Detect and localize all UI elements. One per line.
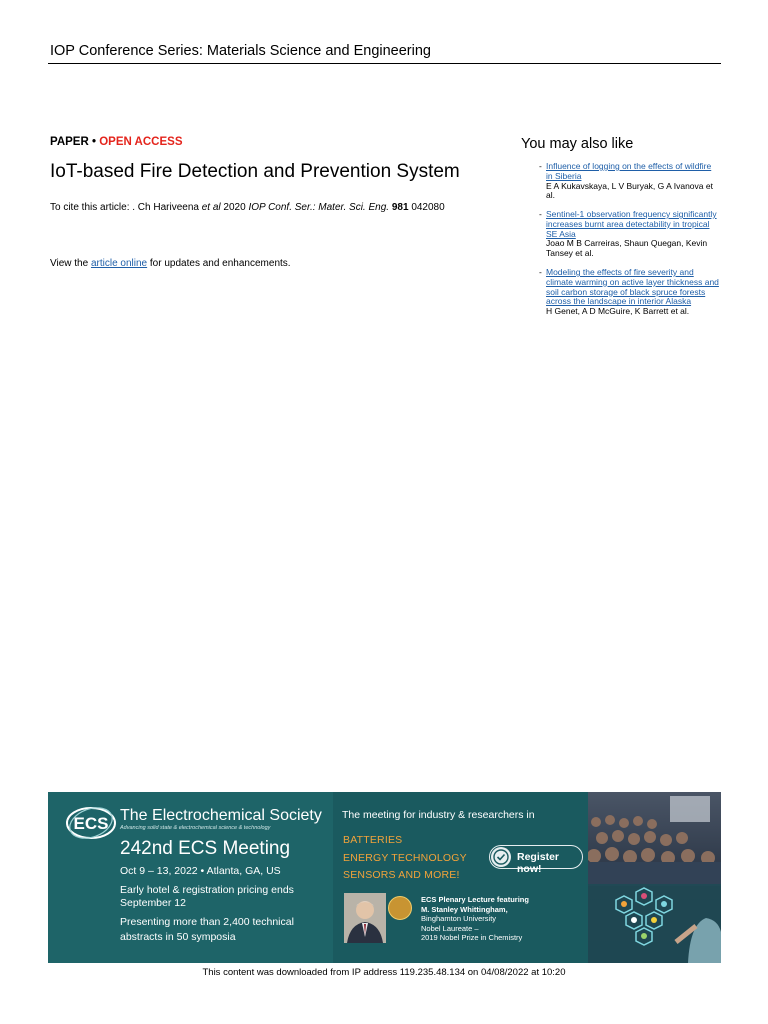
laureate-portrait (344, 893, 386, 943)
related-link[interactable]: Modeling the effects of fire severity and climate warming on active layer thickness and soil carbon storage of black spruce forests across the landscape in interior Alaska (546, 267, 719, 307)
ecs-logo-text: ECS (73, 814, 109, 833)
paper-label (50, 136, 183, 148)
register-label: Register now! (517, 851, 560, 875)
label-separator: • (88, 136, 100, 148)
ecs-logo-icon (66, 806, 116, 840)
topic-item: BATTERIES (343, 834, 403, 846)
cite-etal: et al (201, 202, 221, 213)
plenary-affiliation: Binghamton University (421, 914, 497, 923)
related-authors: E A Kukavskaya, L V Buryak, G A Ivanova et al. (546, 180, 713, 201)
checkmark-icon (491, 847, 511, 867)
meeting-dates: Oct 9 – 13, 2022 • Atlanta, GA, US (120, 865, 281, 877)
banner-left-panel (48, 792, 333, 963)
presenting-note: Presenting more than 2,400 technical abstracts in 50 symposia (120, 916, 294, 943)
article-title: IoT-based Fire Detection and Prevention System (50, 161, 460, 182)
view-prefix: View the (50, 258, 89, 269)
topic-list (343, 832, 467, 885)
cite-journal: IOP Conf. Ser.: Mater. Sci. Eng. (248, 202, 390, 213)
related-authors: Joao M B Carreiras, Shaun Quegan, Kevin Tansey et al. (546, 238, 708, 259)
related-item (539, 210, 719, 259)
list-dash: - (539, 267, 542, 277)
meeting-for-text: The meeting for industry & researchers in (342, 809, 535, 821)
cite-prefix: To cite this article: . Ch Hariveena (50, 202, 199, 213)
banner-middle-panel (333, 792, 588, 963)
topic-item: ENERGY TECHNOLOGY (343, 851, 467, 864)
related-authors: H Genet, A D McGuire, K Barrett et al. (546, 306, 690, 317)
list-dash: - (539, 209, 542, 219)
related-heading: You may also like (521, 136, 634, 152)
society-name: The Electrochemical Society (120, 807, 322, 824)
download-notice: This content was downloaded from IP address 119.235.48.134 on 04/08/2022 at 10:20 (202, 967, 566, 978)
register-now-button[interactable] (489, 845, 583, 875)
audience-photo-graphic (588, 792, 721, 963)
ecs-ad-banner[interactable] (48, 792, 721, 963)
nobel-medal-icon (388, 896, 412, 920)
view-suffix: for updates and enhancements. (149, 258, 291, 269)
list-dash: - (539, 161, 542, 171)
plenary-laureate: Nobel Laureate – (421, 923, 479, 933)
view-online-line (50, 258, 291, 269)
topic-item: SENSORS AND MORE! (343, 869, 460, 881)
early-pricing-note: Early hotel & registration pricing ends September 12 (120, 884, 294, 909)
paper-type: PAPER (50, 136, 89, 148)
plenary-prize: 2019 Nobel Prize in Chemistry (421, 933, 523, 942)
related-item (539, 268, 719, 317)
open-access-label: OPEN ACCESS (99, 136, 183, 148)
plenary-name: M. Stanley Whittingham, (421, 904, 508, 914)
related-link[interactable]: Influence of logging on the effects of wildfire in Siberia (546, 161, 712, 181)
cite-number: 042080 (411, 202, 445, 213)
meeting-title: 242nd ECS Meeting (120, 838, 291, 859)
cite-year: 2020 (223, 202, 246, 213)
header-divider (48, 63, 721, 64)
series-title: IOP Conference Series: Materials Science and Engineering (50, 43, 431, 59)
plenary-lecture-info (421, 895, 581, 943)
cite-volume: 981 (391, 202, 409, 213)
related-item (539, 162, 719, 201)
plenary-heading: ECS Plenary Lecture featuring (421, 895, 529, 904)
article-online-link[interactable]: article online (90, 258, 148, 269)
audience-photo (588, 792, 721, 963)
society-tagline: Advancing solid state & electrochemical science & technology (120, 825, 271, 831)
related-link[interactable]: Sentinel-1 observation frequency significantly increases burnt area detectability in tropical SE Asia (546, 209, 717, 239)
citation-line (50, 202, 445, 213)
